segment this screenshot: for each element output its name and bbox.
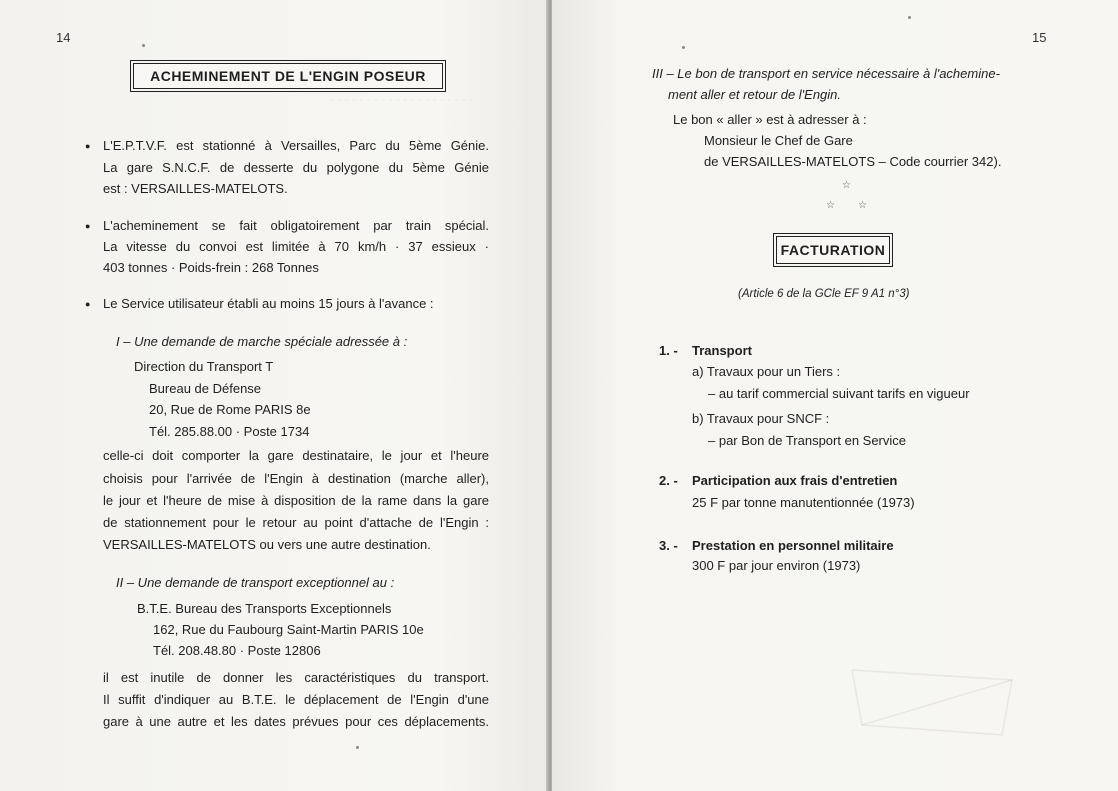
bullet1-line3: est : VERSAILLES-MATELOTS. bbox=[103, 181, 288, 196]
bullet2-line1: ● L'acheminement se fait obligatoirement par train spécial. bbox=[103, 218, 489, 234]
item2-line1: 25 F par tonne manutentionnée (1973) bbox=[692, 495, 915, 510]
item3-line1: 300 F par jour environ (1973) bbox=[692, 558, 861, 573]
page-number-right: 15 bbox=[1032, 30, 1047, 45]
star-icon: ☆ bbox=[858, 200, 867, 211]
item1-label: Transport bbox=[692, 343, 752, 358]
left-page: - - - - - - - - - - - - - - - - - - - - 14 ACHEMINEMENT DE L'ENGIN POSEUR ● L'E.P.T.V.F. est stationné à Versailles, Parc du 5ème Génie. La gare S.N.C.F. de desserte du polygone du 5ème Génie est : VERSAILLES-MATELOTS. ● L'acheminement se fait obligatoirement par train spécial. La vitesse du convoi est limitée à 70 km/h · 37 essieux · 403 tonnes · Poids-frein : 268 Tonnes ● Le Service utilisateur établi au moins 15 jours à l'avance : I – Une demande de marche spéciale adressée à : Direction du Transport T Bureau de Défense 20, Rue de Rome PARIS 8e Tél. 285.88.00 · Poste 1734 celle-ci doit comporter la gare destinataire, le jour et l'heure choisis pour l'arrivée de l'Engin à destination (marche aller), le jour et l'heure de mise à disposition de la rame dans la gare de stationnement pour le retour au point d'attache de l'Engin : VERSAILLES-MATELOTS ou vers une autre destination. II – Une demande de transport exceptionnel au : B.T.E. Bureau des Transports Exceptionnels 162, Rue du Faubourg Saint-Martin PARIS 10e Tél. 208.48.80 · Poste 12806 il est inutile de donner les caractéristiques du transport. Il suffit d'indiquer au B.T.E. le déplacement de l'Engin d'une gare à une autre et les dates prévues pour ces déplacements. bbox=[0, 0, 548, 791]
right-page bbox=[552, 0, 1118, 791]
section1-paragraph-line5: VERSAILLES-MATELOTS ou vers une autre destination. bbox=[103, 537, 431, 552]
section-title-acheminement: ACHEMINEMENT DE L'ENGIN POSEUR bbox=[133, 63, 443, 89]
item3-number: 3. - bbox=[659, 538, 678, 553]
item3-label: Prestation en personnel militaire bbox=[692, 538, 894, 553]
bullet2-line3: 403 tonnes · Poids-frein : 268 Tonnes bbox=[103, 260, 319, 275]
paper-speck bbox=[908, 16, 911, 19]
section1-address-line1: Direction du Transport T bbox=[134, 359, 274, 374]
item1-line3: b) Travaux pour SNCF : bbox=[692, 411, 830, 426]
section1-paragraph-line4: de stationnement pour le retour au point d'attache de l'Engin : bbox=[103, 515, 489, 530]
paper-speck bbox=[142, 44, 145, 47]
section1-paragraph-line3: le jour et l'heure de mise à disposition de la rame dans la gare bbox=[103, 493, 489, 508]
page-number-left: 14 bbox=[56, 30, 71, 45]
section2-paragraph-line2: Il suffit d'indiquer au B.T.E. le déplacement de l'Engin d'une bbox=[103, 692, 489, 707]
paper-speck bbox=[356, 746, 359, 749]
section1-paragraph-line1: celle-ci doit comporter la gare destinataire, le jour et l'heure bbox=[103, 448, 489, 463]
section2-address-line3: Tél. 208.48.80 · Poste 12806 bbox=[153, 643, 321, 658]
paper-speck bbox=[682, 46, 685, 49]
section1-address-line4: Tél. 285.88.00 · Poste 1734 bbox=[149, 424, 310, 439]
bullet1-line2: La gare S.N.C.F. de desserte du polygone du 5ème Génie bbox=[103, 160, 489, 175]
item2-label: Participation aux frais d'entretien bbox=[692, 473, 898, 488]
bullet2-line2: La vitesse du convoi est limitée à 70 km/h · 37 essieux · bbox=[103, 239, 489, 254]
section1-paragraph-line2: choisis pour l'arrivée de l'Engin à destination (marche aller), bbox=[103, 471, 489, 486]
section2-paragraph-line1: il est inutile de donner les caractéristiques du transport. bbox=[103, 670, 489, 685]
bon-line3: de VERSAILLES-MATELOTS – Code courrier 342). bbox=[704, 154, 1002, 169]
section2-address-line2: 162, Rue du Faubourg Saint-Martin PARIS 10e bbox=[153, 622, 424, 637]
star-icon: ☆ bbox=[842, 180, 851, 191]
section1-heading: I – Une demande de marche spéciale adressée à : bbox=[116, 334, 408, 349]
section2-heading: II – Une demande de transport exceptionnel au : bbox=[116, 575, 395, 590]
bullet1-line1: ● L'E.P.T.V.F. est stationné à Versailles, Parc du 5ème Génie. bbox=[103, 138, 489, 154]
item1-line2: – au tarif commercial suivant tarifs en vigueur bbox=[708, 386, 970, 401]
section3-heading-line2: ment aller et retour de l'Engin. bbox=[668, 87, 842, 102]
bullet3-line1: ● Le Service utilisateur établi au moins 15 jours à l'avance : bbox=[103, 296, 434, 312]
bon-line1: Le bon « aller » est à adresser à : bbox=[673, 112, 867, 127]
section3-heading-line1: III – Le bon de transport en service nécessaire à l'achemine- bbox=[652, 66, 1000, 81]
bon-line2: Monsieur le Chef de Gare bbox=[704, 133, 853, 148]
item2-number: 2. - bbox=[659, 473, 678, 488]
section2-paragraph-line3: gare à une autre et les dates prévues pour ces déplacements. bbox=[103, 714, 489, 729]
section-title-facturation: FACTURATION bbox=[776, 236, 890, 264]
article-reference: (Article 6 de la GCle EF 9 A1 n°3) bbox=[738, 288, 910, 300]
bleed-through-diagram bbox=[842, 640, 1022, 750]
item1-number: 1. - bbox=[659, 343, 678, 358]
star-icon: ☆ bbox=[826, 200, 835, 211]
section1-address-line2: Bureau de Défense bbox=[149, 381, 262, 396]
item1-line1: a) Travaux pour un Tiers : bbox=[692, 364, 841, 379]
item1-line4: – par Bon de Transport en Service bbox=[708, 433, 907, 448]
section2-address-line1: B.T.E. Bureau des Transports Exceptionnels bbox=[137, 601, 392, 616]
section1-address-line3: 20, Rue de Rome PARIS 8e bbox=[149, 402, 311, 417]
